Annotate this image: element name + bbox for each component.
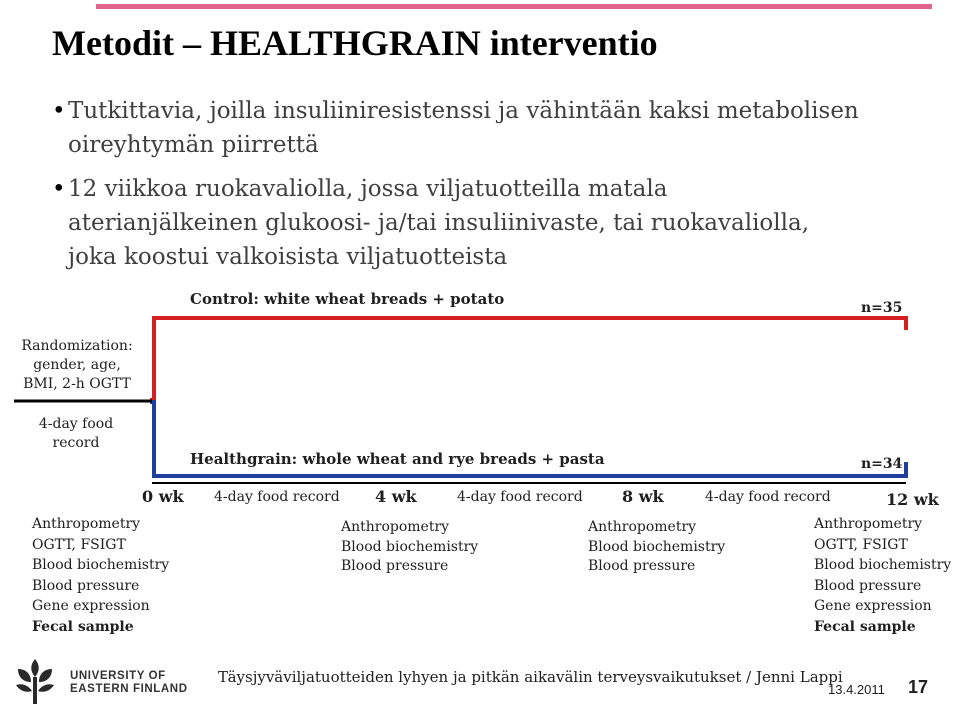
slide-date: 13.4.2011 bbox=[828, 682, 885, 697]
week-8-label: 8 wk bbox=[622, 487, 664, 506]
university-logo-text bbox=[70, 670, 188, 696]
measurements-week-4 bbox=[341, 518, 478, 577]
measurement-item: Anthropometry bbox=[588, 519, 697, 535]
bullet-2-line-1: 12 viikkoa ruokavaliolla, jossa viljatuotteilla matala bbox=[68, 176, 668, 202]
bullet-1-line-2: oireyhtymän piirrettä bbox=[68, 132, 319, 158]
measurements-week-0 bbox=[32, 514, 169, 637]
measurement-item: Blood biochemistry bbox=[32, 557, 170, 573]
university-logo-icon bbox=[10, 657, 60, 705]
control-n: n=35 bbox=[861, 300, 903, 316]
control-arm-label: Control: white wheat breads + potato bbox=[190, 290, 505, 308]
measurement-item: Anthropometry bbox=[32, 516, 141, 532]
randomization-line-1: Randomization: bbox=[21, 338, 133, 354]
bullet-1-line-1: Tutkittavia, joilla insuliiniresistenssi ja vähintään kaksi metabolisen bbox=[68, 98, 859, 124]
measurement-item: Blood pressure bbox=[588, 558, 696, 574]
healthgrain-arm-label: Healthgrain: whole wheat and rye breads + pasta bbox=[190, 450, 605, 468]
measurement-item-fecal: Fecal sample bbox=[32, 618, 134, 635]
food-record-2-label: 4-day food record bbox=[457, 489, 583, 505]
measurement-item: Blood biochemistry bbox=[588, 538, 726, 555]
measurement-item: Blood biochemistry bbox=[814, 557, 952, 573]
footer-text: Täysjyväviljatuotteiden lyhyen ja pitkän aikavälin terveysvaikutukset / Jenni Lappi bbox=[218, 668, 843, 686]
randomization-line-3: BMI, 2-h OGTT bbox=[23, 376, 131, 392]
measurement-item: Blood biochemistry bbox=[341, 538, 479, 555]
measurement-item: Anthropometry bbox=[341, 519, 450, 535]
page-number: 17 bbox=[908, 677, 929, 697]
bullet-dot-icon: • bbox=[52, 98, 66, 124]
control-arm-line bbox=[150, 318, 906, 400]
bullet-dot-icon: • bbox=[52, 176, 66, 202]
measurement-item: OGTT, FSIGT bbox=[814, 536, 908, 553]
food-record-line-1: 4-day food bbox=[38, 416, 114, 432]
measurement-item: Blood pressure bbox=[814, 577, 922, 594]
healthgrain-n: n=34 bbox=[861, 456, 903, 472]
food-record-line-2: record bbox=[52, 435, 100, 451]
randomization-label bbox=[14, 337, 140, 394]
week-12-label: 12 wk bbox=[886, 490, 939, 509]
week-4-label: 4 wk bbox=[375, 487, 417, 506]
baseline-food-record-label bbox=[26, 415, 126, 453]
measurement-item: Gene expression bbox=[814, 598, 932, 614]
measurements-week-8 bbox=[588, 518, 725, 577]
week-0-label: 0 wk bbox=[142, 487, 184, 506]
measurement-item: Anthropometry bbox=[814, 516, 923, 532]
logo-line-2: EASTERN FINLAND bbox=[70, 683, 188, 695]
logo-line-1: UNIVERSITY OF bbox=[70, 670, 166, 682]
randomization-line-2: gender, age, bbox=[33, 357, 121, 373]
slide-title: Metodit – HEALTHGRAIN interventio bbox=[52, 23, 658, 63]
measurement-item: Blood pressure bbox=[32, 577, 140, 594]
measurement-item: Gene expression bbox=[32, 598, 150, 614]
measurements-week-12 bbox=[814, 514, 951, 637]
food-record-1-label: 4-day food record bbox=[214, 489, 340, 505]
measurement-item: OGTT, FSIGT bbox=[32, 536, 126, 553]
bullet-2-line-2: aterianjälkeinen glukoosi- ja/tai insuliinivaste, tai ruokavaliolla, bbox=[68, 210, 810, 236]
measurement-item-fecal: Fecal sample bbox=[814, 618, 916, 635]
food-record-3-label: 4-day food record bbox=[705, 489, 831, 505]
measurement-item: Blood pressure bbox=[341, 558, 449, 574]
bullet-2-line-3: joka koostui valkoisista viljatuotteista bbox=[68, 244, 508, 270]
